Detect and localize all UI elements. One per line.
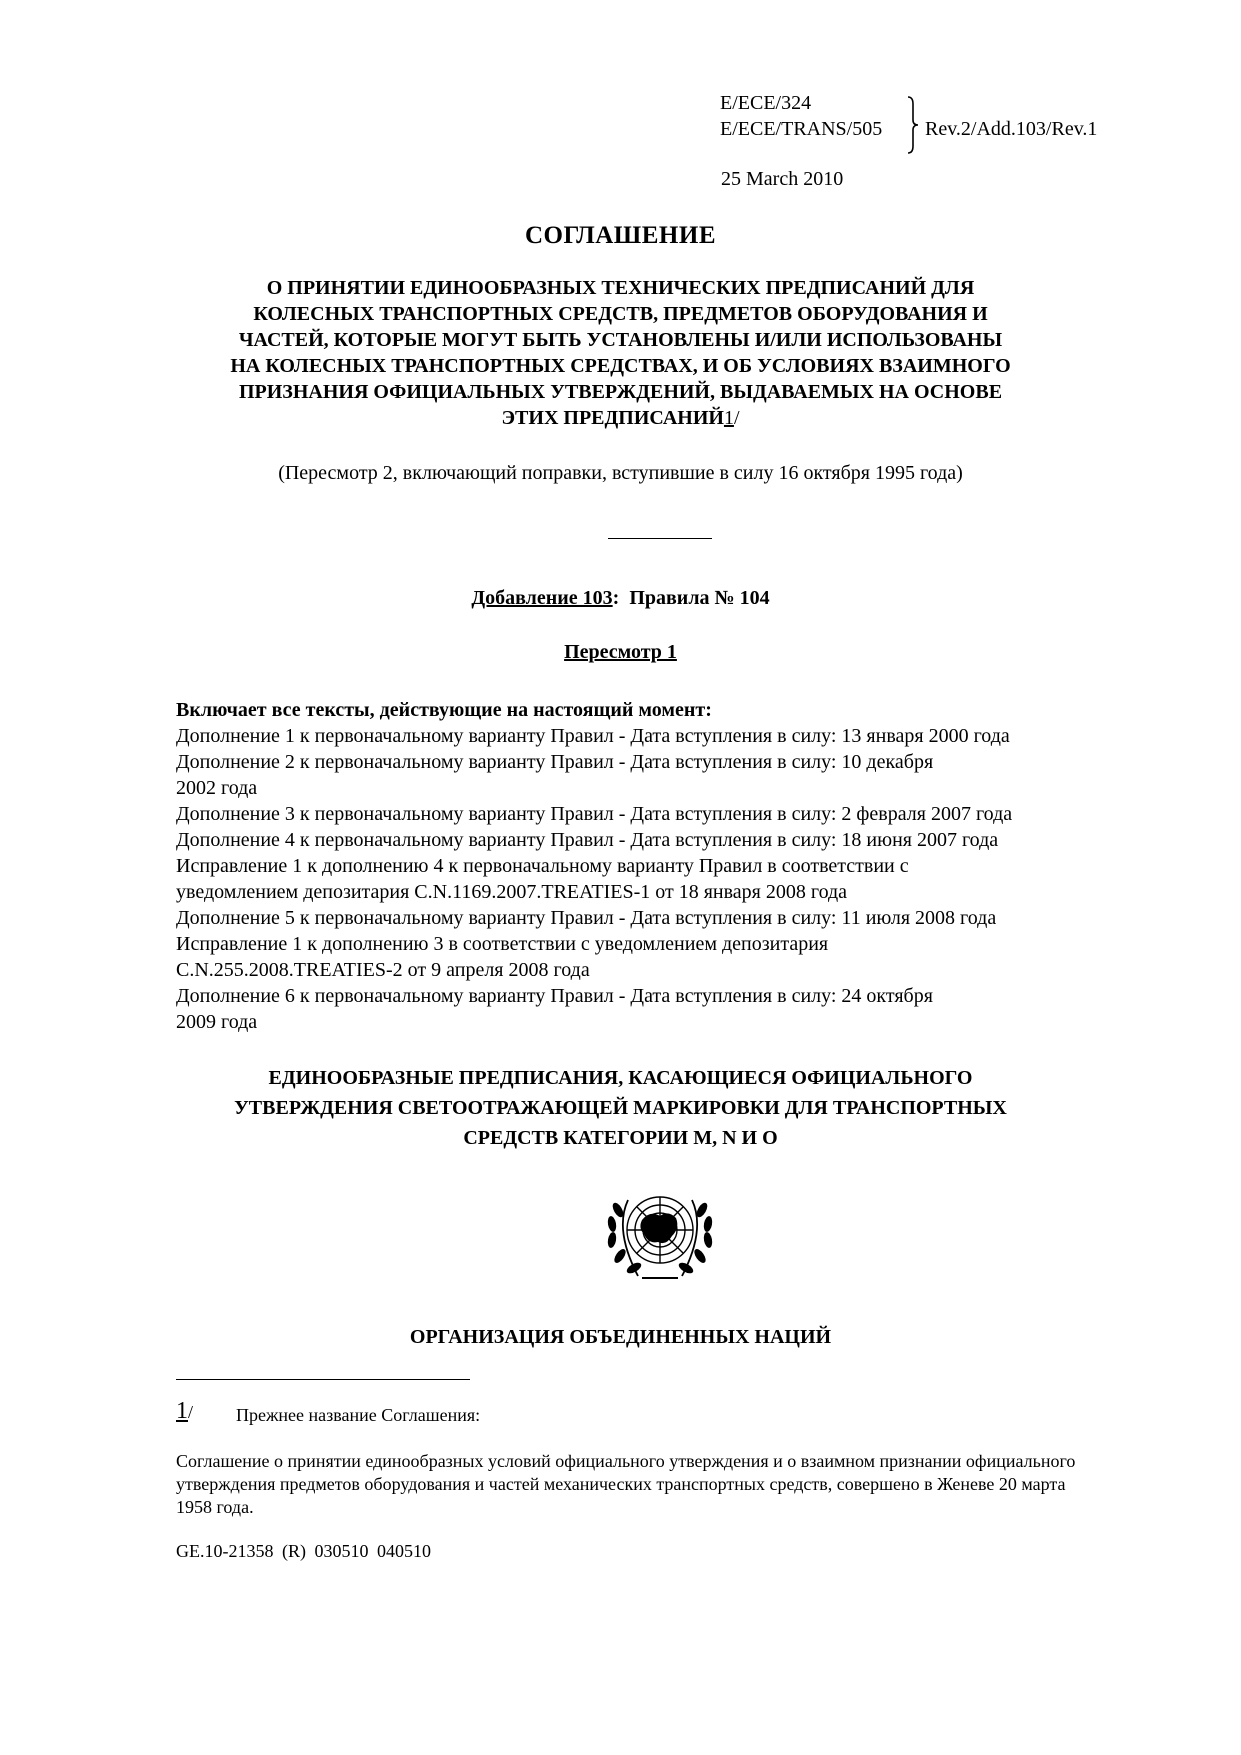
agreement-title: СОГЛАШЕНИЕ bbox=[524, 222, 716, 249]
texts-list bbox=[176, 697, 1012, 1035]
separator-rule bbox=[608, 538, 712, 539]
list-item: 2009 года bbox=[176, 1011, 258, 1033]
list-item: Дополнение 2 к первоначальному варианту Правил - Дата вступления в силу: 10 декабря bbox=[176, 751, 934, 773]
footnote-rule bbox=[176, 1379, 470, 1380]
footnote-marker: 1/ bbox=[176, 1398, 194, 1424]
list-item: 2002 года bbox=[176, 777, 258, 799]
heading-line: СРЕДСТВ КАТЕГОРИИ M, N И O bbox=[463, 1127, 778, 1149]
heading-line: УТВЕРЖДЕНИЯ СВЕТООТРАЖАЮЩЕЙ МАРКИРОВКИ ДЛЯ ТРАНСПОРТНЫХ bbox=[234, 1097, 1007, 1119]
subtitle-line: О ПРИНЯТИИ ЕДИНООБРАЗНЫХ ТЕХНИЧЕСКИХ ПРЕДПИСАНИЙ ДЛЯ bbox=[266, 277, 975, 299]
list-item: Исправление 1 к дополнению 4 к первоначальному варианту Правил в соответствии с bbox=[176, 855, 909, 877]
footnote-heading: Прежнее название Соглашения: bbox=[236, 1405, 481, 1425]
revision-note: (Пересмотр 2, включающий поправки, вступившие в силу 16 октября 1995 года) bbox=[278, 462, 963, 484]
revision-suffix: Rev.2/Add.103/Rev.1 bbox=[925, 118, 1098, 140]
list-item: Дополнение 4 к первоначальному варианту Правил - Дата вступления в силу: 18 июня 2007 года bbox=[176, 829, 999, 851]
addendum-label: Добавление 103 bbox=[471, 587, 613, 609]
agreement-subtitle bbox=[0, 275, 1241, 431]
document-date: 25 March 2010 bbox=[721, 168, 844, 190]
list-item: Исправление 1 к дополнению 3 в соответствии с уведомлением депозитария bbox=[176, 933, 829, 955]
organization-name: ОРГАНИЗАЦИЯ ОБЪЕДИНЕННЫХ НАЦИЙ bbox=[409, 1326, 832, 1348]
list-item: Дополнение 3 к первоначальному варианту Правил - Дата вступления в силу: 2 февраля 2007 года bbox=[176, 803, 1013, 825]
addendum-heading: Добавление 103: Правила № 104 bbox=[471, 587, 770, 609]
footnote-reference[interactable]: 1 bbox=[723, 407, 734, 429]
job-code: GE.10-21358 (R) 030510 040510 bbox=[176, 1541, 431, 1561]
list-item: уведомлением депозитария C.N.1169.2007.TREATIES-1 от 18 января 2008 года bbox=[176, 881, 848, 903]
subtitle-line: ЧАСТЕЙ, КОТОРЫЕ МОГУТ БЫТЬ УСТАНОВЛЕНЫ И/ИЛИ ИСПОЛЬЗОВАНЫ bbox=[238, 329, 1003, 351]
heading-line: ЕДИНООБРАЗНЫЕ ПРЕДПИСАНИЯ, КАСАЮЩИЕСЯ ОФИЦИАЛЬНОГО bbox=[268, 1067, 973, 1089]
subtitle-line: ПРИЗНАНИЯ ОФИЦИАЛЬНЫХ УТВЕРЖДЕНИЙ, ВЫДАВАЕМЫХ НА ОСНОВЕ bbox=[238, 381, 1003, 403]
subtitle-line: КОЛЕСНЫХ ТРАНСПОРТНЫХ СРЕДСТВ, ПРЕДМЕТОВ ОБОРУДОВАНИЯ И bbox=[253, 303, 988, 325]
subtitle-line-last: ЭТИХ ПРЕДПИСАНИЙ1/ bbox=[501, 407, 740, 429]
footnote-body: Соглашение о принятии единообразных условий официального утверждения и о взаимном признании официального утверждения предметов оборудования и частей механических транспортных средств, совершено в Женеве 20 марта 1958 года. bbox=[176, 1451, 1076, 1517]
document-symbol-2: E/ECE/TRANS/505 bbox=[720, 118, 883, 140]
list-item: Дополнение 5 к первоначальному варианту Правил - Дата вступления в силу: 11 июля 2008 года bbox=[176, 907, 997, 929]
uniform-provisions-heading bbox=[0, 1063, 1241, 1153]
curly-brace-icon bbox=[906, 96, 920, 154]
subtitle-line: НА КОЛЕСНЫХ ТРАНСПОРТНЫХ СРЕДСТВАХ, И ОБ УСЛОВИЯХ ВЗАИМНОГО bbox=[230, 355, 1011, 377]
texts-lead: Включает все тексты, действующие на настоящий момент: bbox=[176, 699, 712, 721]
list-item: Дополнение 6 к первоначальному варианту Правил - Дата вступления в силу: 24 октября bbox=[176, 985, 933, 1007]
regulation-number: Правила № 104 bbox=[629, 587, 770, 609]
document-symbol-1: E/ECE/324 bbox=[720, 92, 812, 114]
list-item: Дополнение 1 к первоначальному варианту Правил - Дата вступления в силу: 13 января 2000 года bbox=[176, 725, 1010, 747]
revision-heading: Пересмотр 1 bbox=[564, 641, 677, 663]
list-item: C.N.255.2008.TREATIES-2 от 9 апреля 2008 года bbox=[176, 959, 590, 981]
un-emblem-icon bbox=[598, 1180, 722, 1292]
